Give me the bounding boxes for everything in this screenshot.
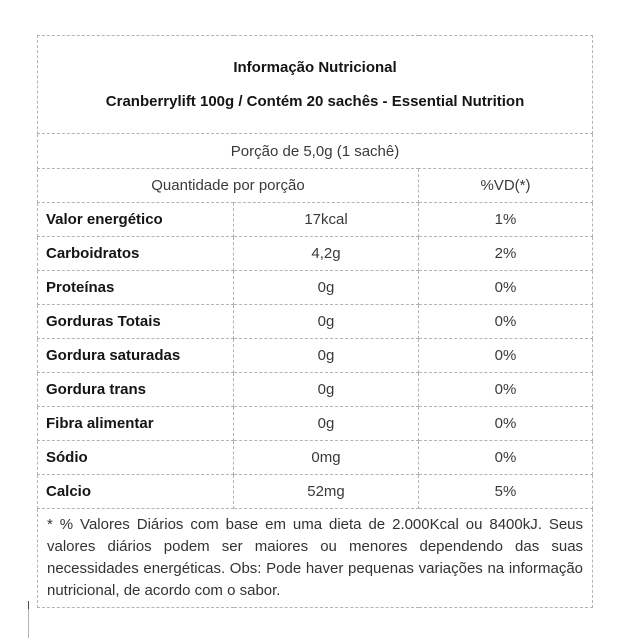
artifact-tick <box>28 601 29 609</box>
nutrient-label: Fibra alimentar <box>38 407 234 441</box>
nutrient-amount: 0g <box>234 373 419 407</box>
table-row <box>38 237 593 271</box>
table-header-row <box>38 169 593 203</box>
nutrient-label: Gordura saturadas <box>38 339 234 373</box>
nutrient-label: Gorduras Totais <box>38 305 234 339</box>
portion-row <box>38 134 593 169</box>
nutrient-label: Sódio <box>38 441 234 475</box>
nutrition-table <box>37 35 593 608</box>
footnote-cell <box>38 509 593 608</box>
product-subtitle: Cranberrylift 100g / Contém 20 sachês - Essential Nutrition <box>105 92 525 110</box>
nutrient-label: Calcio <box>38 475 234 509</box>
nutrient-dv: 0% <box>419 271 593 305</box>
nutrient-dv: 5% <box>419 475 593 509</box>
nutrient-label: Gordura trans <box>38 373 234 407</box>
table-row <box>38 407 593 441</box>
nutrient-amount: 0mg <box>234 441 419 475</box>
table-row <box>38 271 593 305</box>
page-edge-artifact-line <box>28 601 29 638</box>
title-row <box>38 36 593 134</box>
nutrient-amount: 52mg <box>234 475 419 509</box>
nutrient-label: Carboidratos <box>38 237 234 271</box>
column-header-quantity: Quantidade por porção <box>38 169 419 203</box>
nutrient-dv: 0% <box>419 441 593 475</box>
page-title: Informação Nutricional <box>233 58 397 76</box>
nutrient-label: Valor energético <box>38 203 234 237</box>
nutrient-dv: 1% <box>419 203 593 237</box>
title-cell <box>38 36 593 134</box>
nutrient-label: Proteínas <box>38 271 234 305</box>
nutrient-amount: 0g <box>234 407 419 441</box>
nutrient-amount: 17kcal <box>234 203 419 237</box>
nutrient-amount: 4,2g <box>234 237 419 271</box>
nutrient-dv: 0% <box>419 373 593 407</box>
table-row <box>38 441 593 475</box>
table-row <box>38 305 593 339</box>
table-row <box>38 339 593 373</box>
nutrient-dv: 2% <box>419 237 593 271</box>
nutrient-amount: 0g <box>234 305 419 339</box>
table-row <box>38 373 593 407</box>
column-header-daily-value: %VD(*) <box>419 169 593 203</box>
nutrient-dv: 0% <box>419 407 593 441</box>
nutrient-dv: 0% <box>419 305 593 339</box>
portion-size-text: Porção de 5,0g (1 sachê) <box>38 134 593 169</box>
nutrient-amount: 0g <box>234 339 419 373</box>
table-row <box>38 203 593 237</box>
nutrient-amount: 0g <box>234 271 419 305</box>
daily-values-footnote: * % Valores Diários com base em uma dieta de 2.000Kcal ou 8400kJ. Seus valores diários podem ser maiores ou menores dependendo das suas necessidades energéticas. Obs: Pode haver pequenas variações na informação nutricional, de acordo com o sabor. <box>47 516 584 599</box>
table-row <box>38 475 593 509</box>
footnote-row <box>38 509 593 608</box>
artifact-tail <box>28 609 29 638</box>
nutrient-dv: 0% <box>419 339 593 373</box>
